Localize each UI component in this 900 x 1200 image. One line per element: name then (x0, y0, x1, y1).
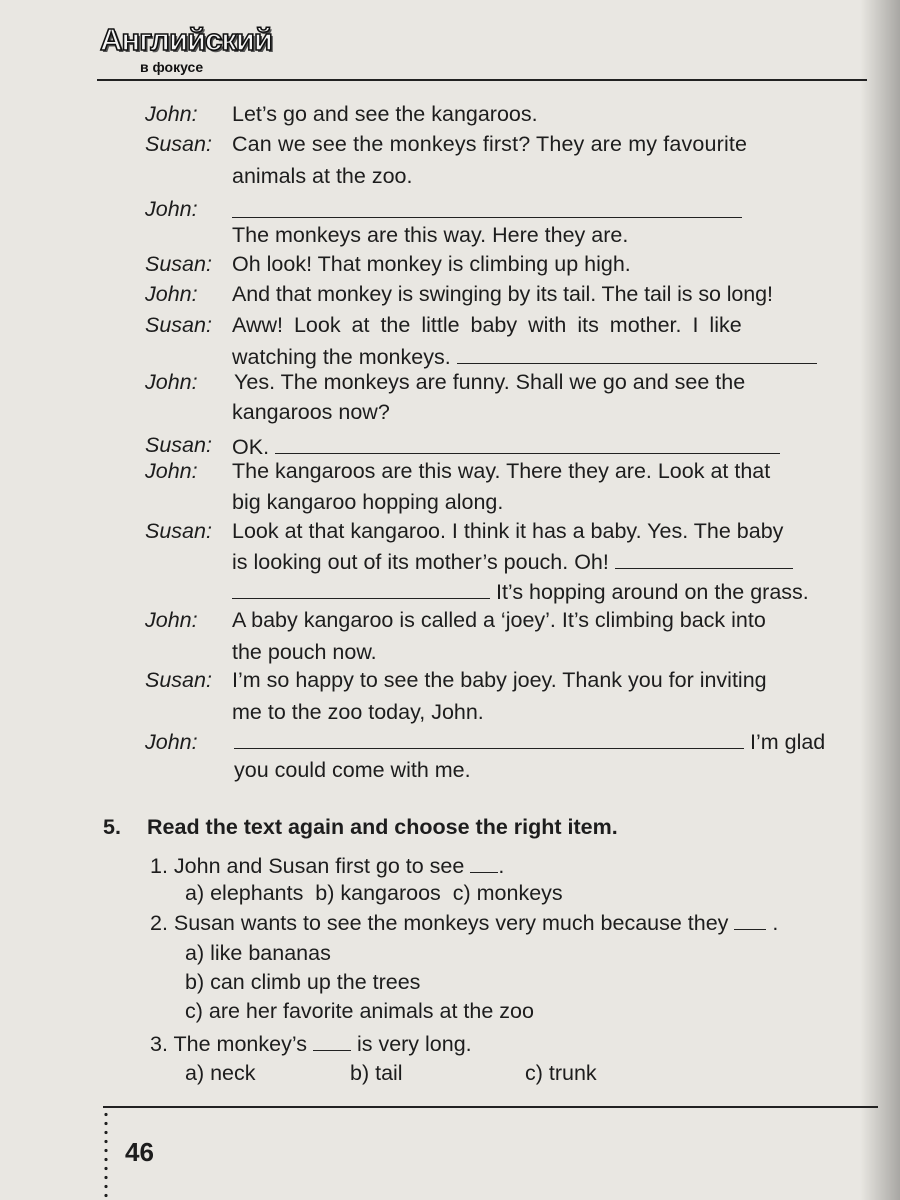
speaker-label: Susan: (145, 132, 212, 156)
logo-subtitle: в фокусе (140, 59, 204, 75)
answer-blank[interactable] (313, 1032, 351, 1051)
option[interactable]: a) elephants (185, 881, 304, 905)
dialogue-line: And that monkey is swinging by its tail. The tail is so long! (232, 282, 773, 306)
speaker-label: Susan: (145, 519, 212, 543)
footer-rule (103, 1106, 878, 1108)
logo-title: Английский (100, 22, 272, 57)
option[interactable]: b) tail (350, 1061, 403, 1085)
dialogue-line: the pouch now. (232, 640, 377, 664)
dialogue-line: I’m so happy to see the baby joey. Thank you for inviting (232, 668, 767, 692)
speaker-label: Susan: (145, 252, 212, 276)
dialogue-line: A baby kangaroo is called a ‘joey’. It’s climbing back into (232, 608, 766, 632)
answer-blank[interactable] (457, 345, 817, 364)
option[interactable]: c) trunk (525, 1061, 597, 1085)
speaker-label: John: (145, 370, 198, 394)
dialogue-line: I’m glad (234, 730, 825, 754)
task-title: Read the text again and choose the right item. (147, 815, 618, 839)
dialogue-line: is looking out of its mother’s pouch. Oh! (232, 550, 793, 574)
question-2: 2. Susan wants to see the monkeys very much because they . (150, 911, 779, 935)
book-logo (100, 22, 272, 75)
dialogue-line: Oh look! That monkey is climbing up high. (232, 252, 631, 276)
dialogue-line: big kangaroo hopping along. (232, 490, 504, 514)
dialogue-line: Aww! Look at the little baby with its mother. I like (232, 313, 742, 337)
speaker-label: John: (145, 102, 198, 126)
dialogue-line: you could come with me. (234, 758, 471, 782)
option[interactable]: a) neck (185, 1061, 256, 1085)
answer-blank[interactable] (615, 550, 793, 569)
answer-blank[interactable] (234, 730, 744, 749)
q1-options (185, 883, 563, 905)
dotted-margin-line (104, 1110, 108, 1200)
dialogue-line: Let’s go and see the kangaroos. (232, 102, 538, 126)
question-1: 1. John and Susan first go to see . (150, 854, 505, 878)
question-3: 3. The monkey’s is very long. (150, 1032, 472, 1056)
dialogue-line: The monkeys are this way. Here they are. (232, 223, 629, 247)
dialogue-line: The kangaroos are this way. There they are. Look at that (232, 459, 771, 483)
dialogue-line: Can we see the monkeys first? They are my favourite (232, 132, 748, 156)
header-rule (97, 79, 867, 81)
speaker-label: Susan: (145, 433, 212, 457)
dialogue-line: Yes. The monkeys are funny. Shall we go and see the (234, 370, 746, 394)
speaker-label: John: (145, 197, 198, 221)
speaker-label: Susan: (145, 313, 212, 337)
answer-blank[interactable] (734, 911, 766, 930)
speaker-label: John: (145, 282, 198, 306)
speaker-label: John: (145, 608, 198, 632)
dialogue-line: animals at the zoo. (232, 164, 413, 188)
answer-blank[interactable] (275, 435, 780, 454)
answer-blank[interactable] (232, 580, 490, 599)
dialogue-line: Look at that kangaroo. I think it has a baby. Yes. The baby (232, 519, 784, 543)
dialogue-line: watching the monkeys. (232, 345, 817, 369)
option[interactable]: a) like bananas (185, 941, 331, 965)
task-number: 5. (103, 815, 121, 839)
dialogue-line: me to the zoo today, John. (232, 700, 484, 724)
option[interactable]: c) are her favorite animals at the zoo (185, 999, 534, 1023)
speaker-label: John: (145, 459, 198, 483)
option[interactable]: b) kangaroos (315, 881, 441, 905)
answer-blank[interactable] (470, 854, 498, 873)
speaker-label: Susan: (145, 668, 212, 692)
dialogue-line: OK. (232, 435, 780, 459)
answer-blank[interactable] (232, 199, 742, 218)
page-edge-shadow (860, 0, 900, 1200)
speaker-label: John: (145, 730, 198, 754)
dialogue-line: It’s hopping around on the grass. (232, 580, 809, 604)
dialogue-line: kangaroos now? (232, 400, 390, 424)
option[interactable]: c) monkeys (452, 881, 563, 905)
dialogue-line (232, 199, 742, 223)
page-number: 46 (125, 1137, 154, 1167)
option[interactable]: b) can climb up the trees (185, 970, 421, 994)
